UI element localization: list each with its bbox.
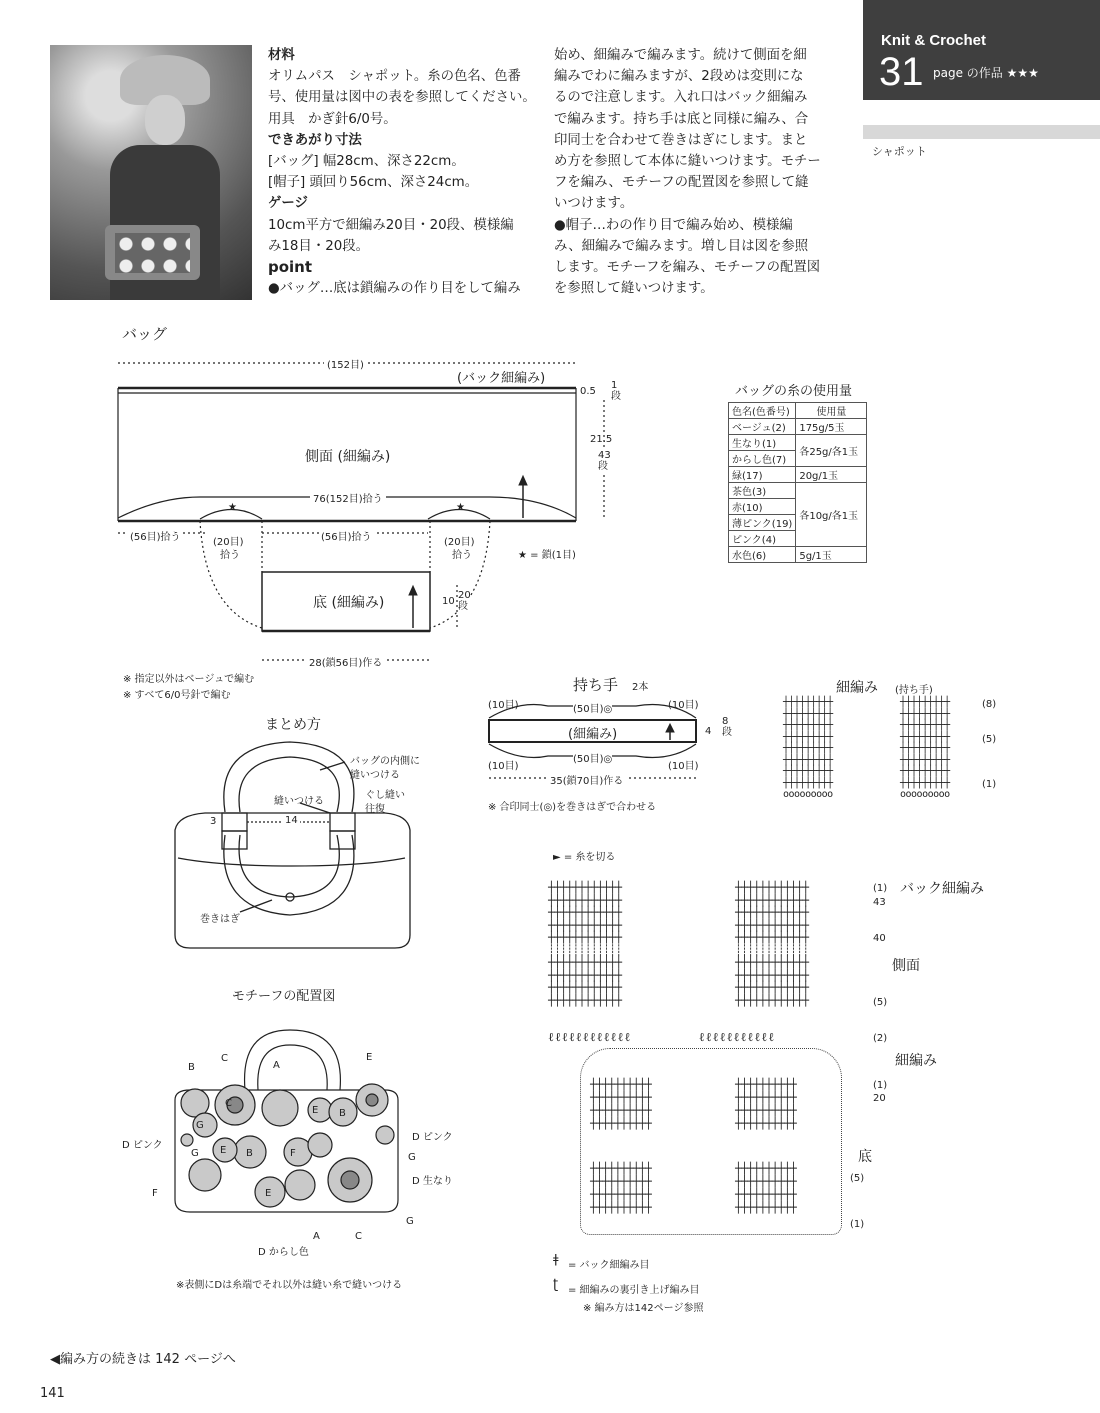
legend-ref: ※ 編み方は142ページ参照 xyxy=(583,1303,704,1314)
side-chart-left: ┼┼┼┼┼┼┼┼┼┼┼┼ ┼┼┼┼┼┼┼┼┼┼┼┼ ┼┼┼┼┼┼┼┼┼┼┼┼ ┼┼┼┼┼┼┼┼┼┼┼┼ ┼┼┼┼┼┼┼┼┼┼┼┼ ┊┊┊┊┊┊┊┊┊┊┊┊ ┼┼┼┼┼┼┼┼┼┼┼┼ ┼┼┼┼┼┼┼┼┼┼┼┼ ┼┼┼┼┼┼┼┼┼┼┼┼ ┼┼┼┼┼┼┼┼┼┼┼┼ xyxy=(548,881,622,1007)
yarn-color: 赤(10) xyxy=(729,499,796,515)
yarn-amount: 5g/1玉 xyxy=(796,547,867,563)
motif-label-g-right2: G xyxy=(406,1216,414,1227)
instr-line: め方を参照して本体に縫いつけます。モチー xyxy=(554,154,821,170)
instr-line: で編みます。持ち手は底と同様に編み、合 xyxy=(554,111,809,127)
yarn-color: からし色(7) xyxy=(729,451,796,467)
left-pick-56: (56目)拾う xyxy=(128,528,183,543)
rim-rows: 1段 xyxy=(611,380,621,402)
motif-label-e-1: E xyxy=(312,1105,319,1116)
legend-back-sc: = バック細編み目 xyxy=(568,1260,650,1271)
motif-label-g-right: G xyxy=(408,1152,416,1163)
side-height: 21.5 xyxy=(590,434,613,445)
yarn-color: 水色(6) xyxy=(729,547,796,563)
handle-rows: 8段 xyxy=(722,716,732,738)
yarn-amount: 各10g/各1玉 xyxy=(796,483,867,547)
motif-label-g-2: G xyxy=(191,1148,199,1159)
side-chart-right: ┼┼┼┼┼┼┼┼┼┼┼┼ ┼┼┼┼┼┼┼┼┼┼┼┼ ┼┼┼┼┼┼┼┼┼┼┼┼ ┼┼┼┼┼┼┼┼┼┼┼┼ ┼┼┼┼┼┼┼┼┼┼┼┼ ┊┊┊┊┊┊┊┊┊┊┊┊ ┼┼┼┼┼┼┼┼┼┼┼┼ ┼┼┼┼┼┼┼┼┼┼┼┼ ┼┼┼┼┼┼┼┼┼┼┼┼ ┼┼┼┼┼┼┼┼┼┼┼┼ xyxy=(735,881,809,1007)
yarn-amount: 20g/1玉 xyxy=(796,467,867,483)
motif-label-g-1: G xyxy=(196,1120,204,1131)
materials-title: 材料 xyxy=(268,48,295,63)
size-title: できあがり寸法 xyxy=(268,132,362,148)
handle-width: 35(鎖70目)作る xyxy=(547,772,626,787)
assembly-whip: 巻きはぎ xyxy=(200,914,240,925)
bottom-chart-left-bottom: ┼┼┼┼┼┼┼┼┼┼ ┼┼┼┼┼┼┼┼┼┼ ┼┼┼┼┼┼┼┼┼┼ ┼┼┼┼┼┼┼┼┼┼ xyxy=(590,1162,652,1214)
instr-line: 編みでわに編みますが、2段めは変則にな xyxy=(554,69,804,85)
bag-top-count: (152目) xyxy=(324,356,367,371)
bag-note-1: ※ 指定以外はベージュで編む xyxy=(123,674,255,685)
yarn-table-title: バッグの糸の使用量 xyxy=(735,384,853,399)
handle-br: (10目) xyxy=(668,761,699,772)
rim-height: 0.5 xyxy=(580,386,596,397)
motif-label-f-1: F xyxy=(290,1148,296,1159)
legend-post-icon: ʈ xyxy=(553,1277,559,1292)
pattern-number: 31 xyxy=(879,50,924,94)
tools-text: 用具 かぎ針6/0号。 xyxy=(268,111,397,127)
yarn-color: ピンク(4) xyxy=(729,531,796,547)
motif-title: モチーフの配置図 xyxy=(232,989,336,1004)
gauge-title: ゲージ xyxy=(268,196,308,212)
motif-label-b-2: B xyxy=(246,1148,253,1159)
bottom-width: 28(鎖56目)作る xyxy=(306,654,385,669)
sc-chart-right-block: ┼┼┼┼┼┼┼┼┼ ┼┼┼┼┼┼┼┼┼ ┼┼┼┼┼┼┼┼┼ ┼┼┼┼┼┼┼┼┼ ┼┼┼┼┼┼┼┼┼ ┼┼┼┼┼┼┼┼┼ ┼┼┼┼┼┼┼┼┼ ┼┼┼┼┼┼┼┼┼ ooooooooo xyxy=(900,697,950,800)
size-hat: [帽子] 頭回り56cm、深さ24cm。 xyxy=(268,175,479,191)
side-label: 側面 (細編み) xyxy=(305,449,391,465)
assembly-dim-14: 14 xyxy=(285,815,298,826)
motif-label-b-top: B xyxy=(188,1062,195,1073)
yarn-color: 茶色(3) xyxy=(729,483,796,499)
bottom-row-20: 20 xyxy=(873,1093,886,1104)
row-5-label: (5) xyxy=(873,997,888,1008)
assembly-inside: バッグの内側に xyxy=(350,756,420,767)
bottom-chart-right-bottom: ┼┼┼┼┼┼┼┼┼┼ ┼┼┼┼┼┼┼┼┼┼ ┼┼┼┼┼┼┼┼┼┼ ┼┼┼┼┼┼┼┼┼┼ xyxy=(735,1162,797,1214)
bottom-chart-left-top: ┼┼┼┼┼┼┼┼┼┼ ┼┼┼┼┼┼┼┼┼┼ ┼┼┼┼┼┼┼┼┼┼ ┼┼┼┼┼┼┼┼┼┼ xyxy=(590,1078,652,1130)
sc-row-hooks: ℓℓℓℓℓℓℓℓℓℓℓℓ ℓℓℓℓℓℓℓℓℓℓℓ xyxy=(548,1030,776,1044)
motif-label-e-2: E xyxy=(220,1145,227,1156)
sc-chart-sub: (持ち手) xyxy=(895,685,933,696)
bottom-rows: 20段 xyxy=(458,590,471,612)
handle-title: 持ち手 xyxy=(573,676,619,694)
left-20-pick: 拾う xyxy=(220,550,240,561)
bottom-height: 10 xyxy=(442,596,455,607)
legend-post: = 細編みの裏引き上げ編み目 xyxy=(568,1285,700,1296)
table-row xyxy=(729,547,867,563)
motif-label-a-bottom: A xyxy=(313,1231,320,1242)
sc-section: 細編み xyxy=(895,1053,937,1069)
side-section: 側面 xyxy=(892,958,920,974)
star-mark-left: ★ xyxy=(228,502,237,513)
handle-count: 2本 xyxy=(632,682,649,693)
yarn-table xyxy=(728,402,867,563)
motif-label-e-top: E xyxy=(366,1052,373,1063)
row-40-label: 40 xyxy=(873,933,886,944)
continue-note: ◀編み方の続きは 142 ページへ xyxy=(50,1352,236,1367)
yarn-color: ベージュ(2) xyxy=(729,419,796,435)
point-title: point xyxy=(268,258,313,277)
assembly-stitch: ぐし縫い xyxy=(365,790,405,801)
pick-76: 76(152目)拾う xyxy=(310,490,386,505)
row-2-label: (2) xyxy=(873,1033,888,1044)
motif-note: ※表側にDは糸端でそれ以外は縫い糸で縫いつける xyxy=(176,1280,403,1291)
sc-row-5: (5) xyxy=(982,734,997,745)
yarn-header-color: 色名(色番号) xyxy=(729,403,796,419)
yarn-color: 薄ピンク(19) xyxy=(729,515,796,531)
instr-line: フを編み、モチーフの配置図を参照して縫 xyxy=(554,175,809,191)
yarn-color: 生なり(1) xyxy=(729,435,796,451)
bottom-chart-right-top: ┼┼┼┼┼┼┼┼┼┼ ┼┼┼┼┼┼┼┼┼┼ ┼┼┼┼┼┼┼┼┼┼ ┼┼┼┼┼┼┼┼┼┼ xyxy=(735,1078,797,1130)
assembly-stitch2: 往復 xyxy=(365,804,385,815)
materials-text-1: オリムパス シャポット。糸の色名、色番 xyxy=(268,69,521,85)
size-bag: [バッグ] 幅28cm、深さ22cm。 xyxy=(268,154,465,170)
yarn-amount: 各25g/各1玉 xyxy=(796,435,867,467)
mid-pick-56: (56目)拾う xyxy=(319,528,374,543)
bag-title: バッグ xyxy=(122,325,168,343)
handle-bl: (10目) xyxy=(488,761,519,772)
instr-line: いつけます。 xyxy=(554,196,634,212)
sc-chart-left-block: ┼┼┼┼┼┼┼┼┼ ┼┼┼┼┼┼┼┼┼ ┼┼┼┼┼┼┼┼┼ ┼┼┼┼┼┼┼┼┼ ┼┼┼┼┼┼┼┼┼ ┼┼┼┼┼┼┼┼┼ ┼┼┼┼┼┼┼┼┼ ┼┼┼┼┼┼┼┼┼ ooooooooo xyxy=(783,697,833,800)
yarn-name: シャポット xyxy=(872,145,927,158)
row-43-label: 43 xyxy=(873,897,886,908)
bottom-row-5: (5) xyxy=(850,1173,865,1184)
handle-bm: (50目)◎ xyxy=(573,750,612,765)
page-label: page の作品 ★★★ xyxy=(933,66,1039,80)
page-number: 141 xyxy=(40,1386,65,1401)
motif-label-d-mustard: D からし色 xyxy=(258,1247,309,1258)
motif-label-c-inner: C xyxy=(225,1098,232,1109)
motif-label-d-pink-right: D ピンク xyxy=(412,1132,453,1143)
assembly-inside2: 縫いつける xyxy=(350,770,400,781)
star-note: ★ = 鎖(1目) xyxy=(518,550,576,561)
handle-label: (細編み) xyxy=(568,727,618,742)
bag-back-sc-label: (バック細編み) xyxy=(457,371,546,386)
cut-legend: ► = 糸を切る xyxy=(553,852,616,863)
handle-height: 4 xyxy=(705,726,712,737)
bottom-label: 底 (細編み) xyxy=(313,595,385,611)
table-row xyxy=(729,483,867,499)
table-row xyxy=(729,467,867,483)
yarn-amount: 175g/5玉 xyxy=(796,419,867,435)
table-row xyxy=(729,435,867,451)
assembly-sew: 縫いつける xyxy=(274,796,324,807)
motif-label-b-1: B xyxy=(339,1108,346,1119)
bottom-row-1: (1) xyxy=(873,1080,888,1091)
handle-tl: (10目) xyxy=(488,700,519,711)
instr-line: み、細編みで編みます。増し目は図を参照 xyxy=(554,238,809,254)
instr-line: 印同士を合わせて巻きはぎにします。まと xyxy=(554,132,808,148)
instr-line: るので注意します。入れ口はバック細編み xyxy=(554,90,808,106)
motif-label-d-pink-left: D ピンク xyxy=(122,1140,163,1151)
star-mark-right: ★ xyxy=(456,502,465,513)
gauge-text-1: 10cm平方で細編み20目・20段、模様編 xyxy=(268,217,514,233)
legend-back-sc-icon: ǂ xyxy=(553,1252,559,1266)
motif-label-c-top: C xyxy=(221,1053,228,1064)
side-rows: 43段 xyxy=(598,450,611,472)
handle-note: ※ 合印同士(◎)を巻きはぎで合わせる xyxy=(488,802,657,813)
instr-line: を参照して縫いつけます。 xyxy=(554,281,714,297)
bottom-row-1b: (1) xyxy=(850,1219,865,1230)
materials-text-2: 号、使用量は図中の表を参照してください。 xyxy=(268,90,536,106)
bag-note-2: ※ すべて6/0号針で編む xyxy=(123,690,231,701)
bottom-section: 底 xyxy=(858,1149,872,1165)
handle-tm: (50目)◎ xyxy=(573,700,612,715)
motif-label-e-3: E xyxy=(265,1188,272,1199)
sc-row-8: (8) xyxy=(982,699,997,710)
motif-label-d-cream: D 生なり xyxy=(412,1176,453,1187)
table-row xyxy=(729,419,867,435)
instr-line: します。モチーフを編み、モチーフの配置図 xyxy=(554,260,821,276)
instr-line: 始め、細編みで編みます。続けて側面を細 xyxy=(554,48,807,63)
left-20: (20目) xyxy=(213,537,244,548)
brand-label: Knit & Crochet xyxy=(881,32,986,49)
right-20-pick: 拾う xyxy=(452,550,472,561)
assembly-dim-3: 3 xyxy=(210,816,217,827)
sc-row-1: (1) xyxy=(982,779,997,790)
row-1-label: (1) xyxy=(873,883,888,894)
yarn-color: 緑(17) xyxy=(729,467,796,483)
instr-line: ●帽子…わの作り目で編み始め、模様編 xyxy=(554,217,793,233)
assembly-title: まとめ方 xyxy=(265,717,321,733)
motif-label-c-bottom: C xyxy=(355,1231,362,1242)
handle-tr: (10目) xyxy=(668,700,699,711)
gauge-text-2: み18目・20段。 xyxy=(268,238,370,254)
motif-label-f-left: F xyxy=(152,1188,158,1199)
back-sc-section: バック細編み xyxy=(900,881,984,897)
point-text-1: ●バッグ…底は鎖編みの作り目をして編み xyxy=(268,281,521,297)
yarn-header-amount: 使用量 xyxy=(796,403,867,419)
right-20: (20目) xyxy=(444,537,475,548)
sc-chart-title: 細編み xyxy=(836,680,878,696)
motif-label-a-top: A xyxy=(273,1060,280,1071)
